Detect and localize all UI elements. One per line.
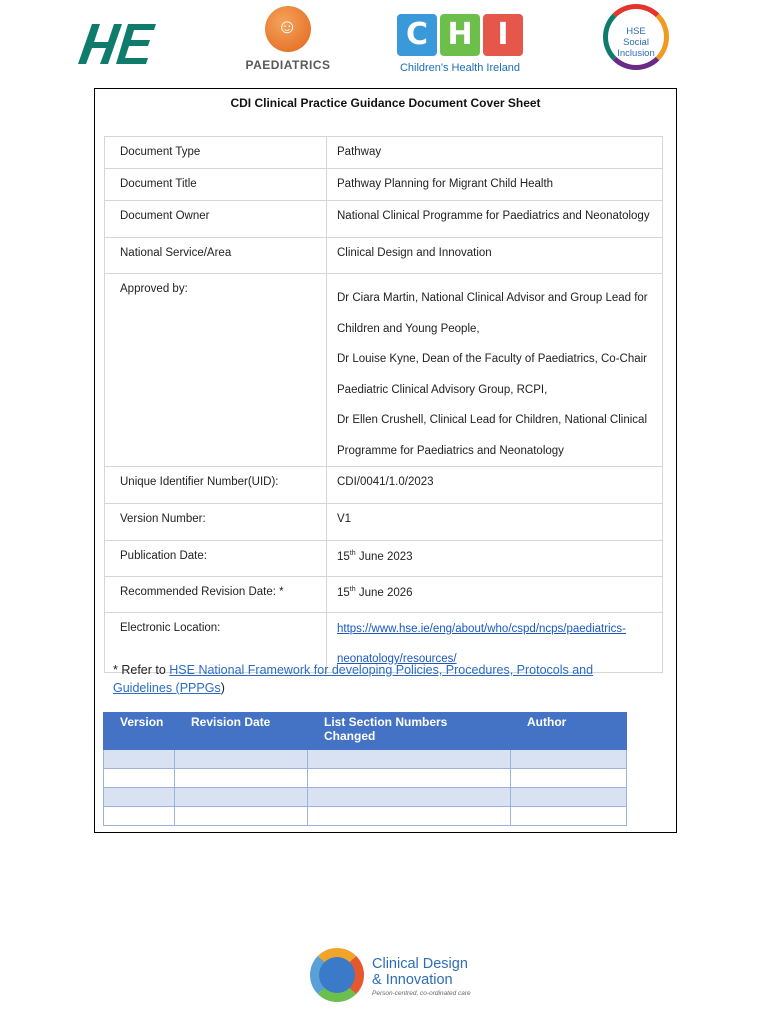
cdi-tagline: Person-centred, co-ordinated care xyxy=(372,990,471,997)
cover-sheet-frame xyxy=(94,88,677,833)
revision-table-header xyxy=(104,713,627,750)
approved-by-line: Paediatric Clinical Advisory Group, RCPI, xyxy=(337,383,548,396)
table-row xyxy=(104,788,627,807)
chi-logo xyxy=(390,14,530,80)
electronic-location-link-line2[interactable]: neonatology/resources/ xyxy=(337,653,457,665)
table-cell xyxy=(175,788,308,807)
version-column-header: Version xyxy=(104,713,175,750)
author-column-header: Author xyxy=(511,713,627,750)
table-row xyxy=(105,577,663,613)
table-cell xyxy=(104,788,175,807)
table-cell xyxy=(104,769,175,788)
pppg-framework-link[interactable]: HSE National Framework for developing Policies, Procedures, Protocols and xyxy=(169,663,594,677)
document-type-label: Document Type xyxy=(105,137,327,169)
cdi-title-line1: Clinical Design xyxy=(372,956,468,972)
table-row xyxy=(105,169,663,201)
pppg-reference-note xyxy=(113,661,653,697)
chi-block-c: C xyxy=(397,14,437,56)
clinical-design-innovation-logo xyxy=(310,948,480,1002)
paediatrics-logo-text: PAEDIATRICS xyxy=(245,58,331,72)
table-row xyxy=(105,274,663,467)
section-numbers-column-header: List Section Numbers Changed xyxy=(308,713,511,750)
table-cell xyxy=(104,750,175,769)
publication-date-label: Publication Date: xyxy=(105,541,327,577)
social-inclusion-text: HSE Social Inclusion xyxy=(617,26,655,59)
cdi-title xyxy=(372,956,468,988)
publication-date-value xyxy=(327,541,663,577)
cdi-ring-icon xyxy=(310,948,364,1002)
table-row xyxy=(105,467,663,504)
table-cell xyxy=(511,807,627,826)
table-row xyxy=(104,750,627,769)
table-cell xyxy=(308,807,511,826)
revision-date-label: Recommended Revision Date: * xyxy=(105,577,327,613)
table-row xyxy=(105,541,663,577)
cover-sheet-title: CDI Clinical Practice Guidance Document Cover Sheet xyxy=(230,96,541,110)
version-number-label: Version Number: xyxy=(105,504,327,541)
uid-label: Unique Identifier Number(UID): xyxy=(105,467,327,504)
table-cell xyxy=(511,769,627,788)
table-row xyxy=(104,769,627,788)
revision-date-day: 15 xyxy=(337,586,350,599)
revision-date-column-header: Revision Date xyxy=(175,713,308,750)
hse-logo-graphic xyxy=(78,18,158,70)
version-number-value: V1 xyxy=(327,504,663,541)
cdi-title-line2: & Innovation xyxy=(372,972,453,988)
electronic-location-link-line1[interactable]: https://www.hse.ie/eng/about/who/cspd/ncps/paediatrics- xyxy=(337,623,626,635)
service-area-value: Clinical Design and Innovation xyxy=(327,238,663,274)
table-cell xyxy=(308,750,511,769)
header-logos xyxy=(0,0,770,85)
chi-logo-subtitle: Children's Health Ireland xyxy=(399,62,521,74)
chi-block-h: H xyxy=(440,14,480,56)
document-info-table xyxy=(104,136,663,673)
pppg-framework-link-cont[interactable]: Guidelines (PPPGs xyxy=(113,681,221,695)
revision-date-suffix: th xyxy=(349,586,356,593)
service-area-label: National Service/Area xyxy=(105,238,327,274)
document-type-value: Pathway xyxy=(327,137,663,169)
table-row xyxy=(105,137,663,169)
table-row xyxy=(105,238,663,274)
hse-social-inclusion-logo xyxy=(596,4,676,70)
chi-block-i: I xyxy=(483,14,523,56)
approved-by-value xyxy=(327,274,663,467)
revision-history-table xyxy=(103,712,627,826)
approved-by-line: Dr Louise Kyne, Dean of the Faculty of Paediatrics, Co-Chair xyxy=(337,353,648,365)
table-row xyxy=(105,201,663,238)
social-inclusion-ring-icon xyxy=(603,4,669,70)
table-cell xyxy=(308,788,511,807)
refer-suffix: ) xyxy=(220,681,225,695)
revision-date-rest: June 2026 xyxy=(355,586,413,599)
document-owner-label: Document Owner xyxy=(105,201,327,238)
publication-date-rest: June 2023 xyxy=(355,550,413,563)
table-cell xyxy=(175,807,308,826)
publication-date-day: 15 xyxy=(337,550,350,563)
approved-by-line: Programme for Paediatrics and Neonatology xyxy=(337,444,564,457)
table-cell xyxy=(511,750,627,769)
table-cell xyxy=(104,807,175,826)
refer-prefix: * Refer to xyxy=(113,663,170,677)
table-row xyxy=(104,807,627,826)
table-row xyxy=(105,504,663,541)
publication-date-suffix: th xyxy=(349,550,356,557)
uid-value: CDI/0041/1.0/2023 xyxy=(327,467,663,504)
table-cell xyxy=(175,750,308,769)
table-cell xyxy=(175,769,308,788)
revision-date-value xyxy=(327,577,663,613)
document-title-label: Document Title xyxy=(105,169,327,201)
table-cell xyxy=(308,769,511,788)
table-cell xyxy=(511,788,627,807)
document-title-value: Pathway Planning for Migrant Child Health xyxy=(327,169,663,201)
approved-by-line: Children and Young People, xyxy=(337,322,480,335)
document-owner-value: National Clinical Programme for Paediatrics and Neonatology xyxy=(327,201,663,238)
approved-by-label: Approved by: xyxy=(105,274,327,467)
approved-by-line: Dr Ciara Martin, National Clinical Advisor and Group Lead for xyxy=(337,292,648,304)
hse-logo xyxy=(78,18,158,70)
approved-by-line: Dr Ellen Crushell, Clinical Lead for Children, National Clinical xyxy=(337,414,647,426)
paediatrics-logo xyxy=(240,6,336,76)
electronic-location-label: Electronic Location: xyxy=(105,613,327,673)
paediatrics-emblem-icon: ☺ xyxy=(265,6,311,52)
